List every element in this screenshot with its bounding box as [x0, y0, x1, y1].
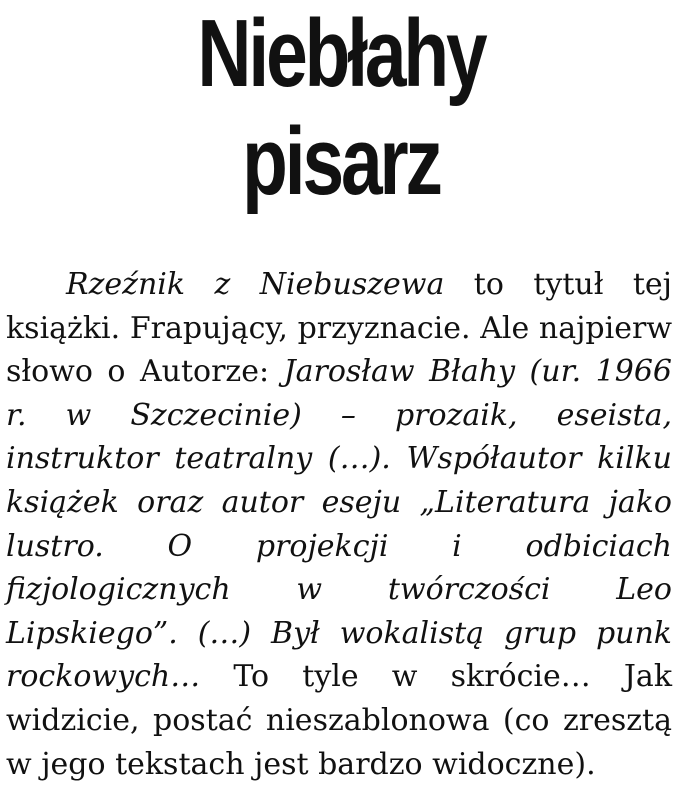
intro-text: to tytuł tej książki. Frapujący, przyznacie. Ale najpierw słowo o Autorze:	[6, 267, 672, 390]
headline-line-2: pisarz	[242, 108, 440, 215]
closing-text: To tyle w skrócie… Jak widzicie, postać nieszablonowa (co zresztą w jego tekstach jest bardzo widoczne).	[6, 659, 672, 782]
article-headline	[75, 0, 607, 216]
book-title-italic: Rzeźnik z Niebuszewa	[66, 267, 445, 302]
article-body-paragraph	[6, 263, 672, 786]
headline-line-1: Niebłahy	[197, 0, 485, 107]
author-bio-quote: Jarosław Błahy (ur. 1966 r. w Szczecinie) – prozaik, eseista, instruktor teatralny (…). Współautor kilku książek oraz autor eseju „Literatura jako lustro. O projekcji i odbiciach fizjologicznych w twórczości Leo Lipskiego”. (…) Był wokalistą grup punk rockowych…	[6, 354, 672, 695]
